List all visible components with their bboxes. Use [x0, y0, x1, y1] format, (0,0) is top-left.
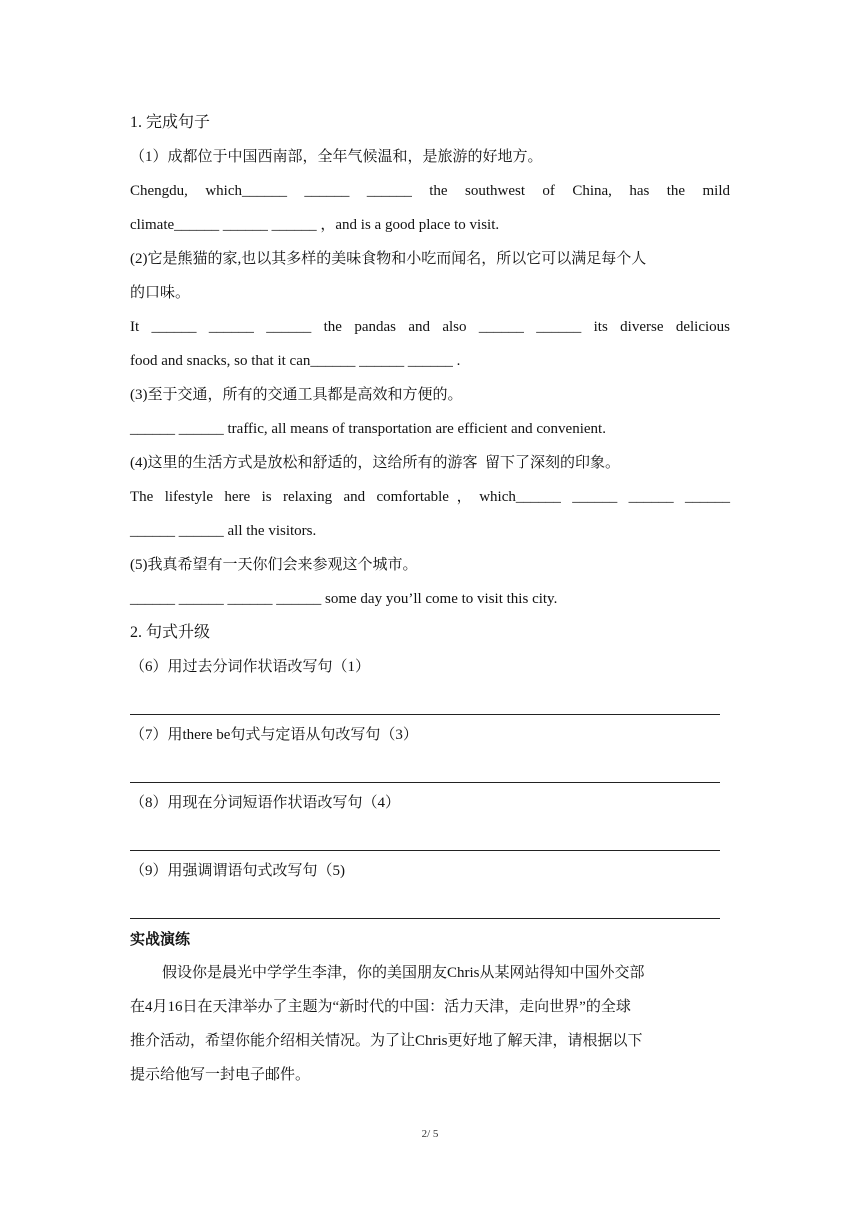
q1-english-line1: Chengdu, which______ ______ ______ the southwest of China, has the mild: [130, 183, 730, 199]
q2-english-line2: food and snacks, so that it can______ ______ ______ .: [130, 353, 461, 369]
q2-chinese-line2: 的口味。: [130, 285, 191, 301]
q2-english-line1: It ______ ______ ______ the pandas and also ______ ______ its diverse delicious: [130, 319, 730, 335]
q1-english-line2: climate______ ______ ______ ，and is a good place to visit.: [130, 217, 500, 233]
practice-paragraph-line1: 假设你是晨光中学学生李津，你的美国朋友Chris从某网站得知中国外交部: [162, 965, 645, 981]
page-number: 2/ 5: [421, 1128, 439, 1140]
q4-chinese: (4)这里的生活方式是放松和舒适的，这给所有的游客 留下了深刻的印象。: [130, 455, 620, 471]
practice-paragraph-line2: 在4月16日在天津举办了主题为“新时代的中国：活力天津，走向世界”的全球: [130, 999, 631, 1015]
q4-english-line2: ______ ______ all the visitors.: [130, 523, 317, 539]
practice-paragraph-line3: 推介活动，希望你能介绍相关情况。为了让Chris更好地了解天津，请根据以下: [130, 1033, 643, 1049]
section2-heading: 2. 句式升级: [130, 624, 211, 641]
worksheet-page: [130, 106, 730, 1092]
section1-heading: 1. 完成句子: [130, 114, 211, 131]
q4-english-line1: The lifestyle here is relaxing and comfortable，which______ ______ ______ ______: [130, 489, 730, 505]
q7-prompt: （7）用there be句式与定语从句改写句（3）: [130, 727, 418, 743]
q5-chinese: (5)我真希望有一天你们会来参观这个城市。: [130, 557, 418, 573]
q6-answer-line: [130, 684, 730, 718]
practice-title: 实战演练: [130, 930, 191, 948]
practice-paragraph-line4: 提示给他写一封电子邮件。: [130, 1067, 311, 1083]
q2-chinese-line1: (2)它是熊猫的家,也以其多样的美味食物和小吃而闻名，所以它可以满足每个人: [130, 251, 647, 267]
q3-english: ______ ______ traffic, all means of transportation are efficient and convenient.: [130, 421, 606, 437]
q3-chinese: (3)至于交通，所有的交通工具都是高效和方便的。: [130, 387, 463, 403]
q9-answer-line: [130, 888, 730, 922]
q1-chinese: （1）成都位于中国西南部，全年气候温和，是旅游的好地方。: [130, 149, 543, 165]
q6-prompt: （6）用过去分词作状语改写句（1）: [130, 659, 371, 675]
q7-answer-line: [130, 752, 730, 786]
q8-answer-line: [130, 820, 730, 854]
q9-prompt: （9）用强调谓语句式改写句（5): [130, 863, 345, 879]
q5-english: ______ ______ ______ ______ some day you’ll come to visit this city.: [130, 591, 558, 607]
q8-prompt: （8）用现在分词短语作状语改写句（4）: [130, 795, 401, 811]
